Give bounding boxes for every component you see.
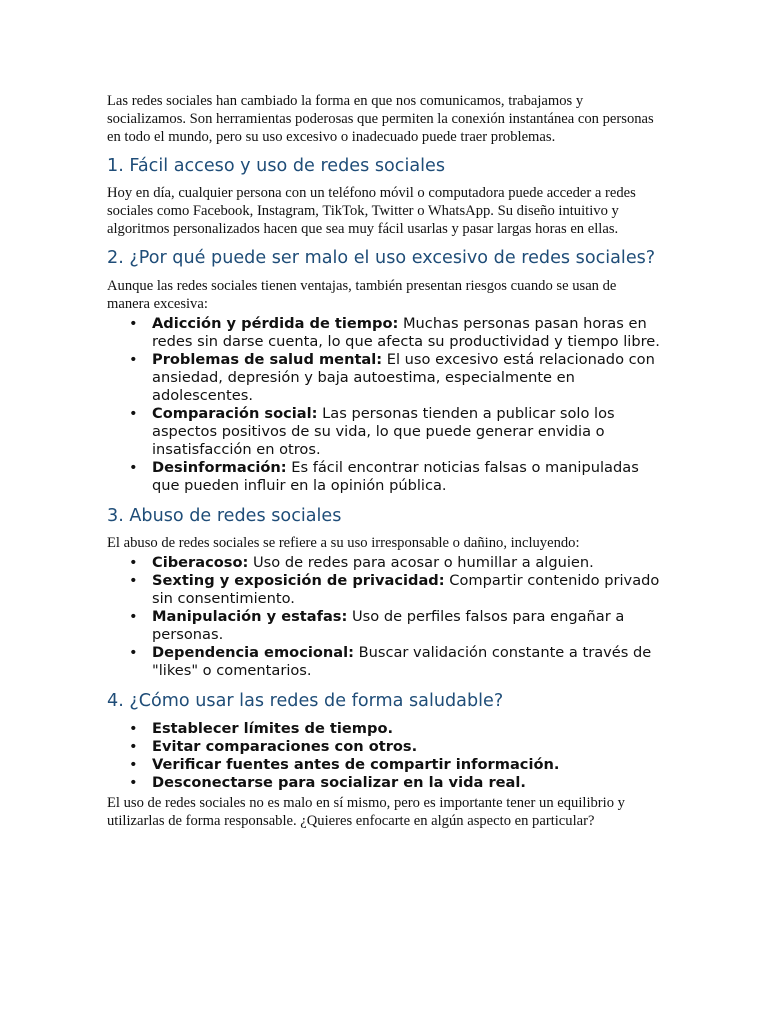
bullet-icon: • bbox=[129, 644, 138, 661]
list-item-term: Evitar comparaciones con otros. bbox=[152, 738, 418, 755]
list-item bbox=[107, 774, 662, 792]
section-3-heading: 3. Abuso de redes sociales bbox=[107, 506, 342, 526]
bullet-icon: • bbox=[129, 572, 138, 589]
list-item bbox=[107, 738, 662, 756]
list-item-desc: Es fácil encontrar noticias falsas o manipuladas que pueden influir en la opinión pública. bbox=[152, 459, 639, 494]
list-item-desc: Las personas tienden a publicar solo los aspectos positivos de su vida, lo que puede generar envidia o insatisfacción en otros. bbox=[152, 405, 615, 458]
section-1-paragraph: Hoy en día, cualquier persona con un teléfono móvil o computadora puede acceder a redes sociales como Facebook, Instagram, TikTok, Twitter o WhatsApp. Su diseño intuitivo y algoritmos personalizados hacen que sea muy fácil usarlas y pasar largas horas en ellas. bbox=[107, 185, 636, 237]
bullet-icon: • bbox=[129, 756, 138, 773]
list-item bbox=[107, 756, 662, 774]
list-item-term: Manipulación y estafas: bbox=[152, 608, 348, 625]
list-item-desc: Muchas personas pasan horas en redes sin darse cuenta, lo que afecta su productividad y tiempo libre. bbox=[152, 315, 660, 350]
list-item-term: Verificar fuentes antes de compartir información. bbox=[152, 756, 560, 773]
list-item-desc: Uso de perfiles falsos para engañar a personas. bbox=[152, 608, 625, 643]
list-item-term: Dependencia emocional: bbox=[152, 644, 354, 661]
section-2-heading: 2. ¿Por qué puede ser malo el uso excesivo de redes sociales? bbox=[107, 248, 656, 268]
list-item bbox=[107, 644, 662, 680]
list-item-term: Establecer límites de tiempo. bbox=[152, 720, 394, 737]
section-4-list bbox=[107, 720, 662, 792]
bullet-icon: • bbox=[129, 554, 138, 571]
list-item-term: Desinformación: bbox=[152, 459, 287, 476]
bullet-icon: • bbox=[129, 738, 138, 755]
list-item-term: Problemas de salud mental: bbox=[152, 351, 383, 368]
list-item bbox=[107, 572, 662, 608]
bullet-icon: • bbox=[129, 459, 138, 476]
intro-paragraph: Las redes sociales han cambiado la forma en que nos comunicamos, trabajamos y socializamos. Son herramientas poderosas que permiten la conexión instantánea con personas en todo el mundo, pero su uso excesivo o inadecuado puede traer problemas. bbox=[107, 93, 654, 145]
list-item-desc: Buscar validación constante a través de "likes" o comentarios. bbox=[152, 644, 652, 679]
list-item-term: Desconectarse para socializar en la vida real. bbox=[152, 774, 526, 791]
section-1-heading: 1. Fácil acceso y uso de redes sociales bbox=[107, 156, 446, 176]
list-item bbox=[107, 459, 662, 495]
section-3-paragraph: El abuso de redes sociales se refiere a su uso irresponsable o dañino, incluyendo: bbox=[107, 535, 580, 551]
document-page bbox=[107, 92, 662, 830]
bullet-icon: • bbox=[129, 405, 138, 422]
section-3-list bbox=[107, 554, 662, 680]
closing-paragraph: El uso de redes sociales no es malo en sí mismo, pero es importante tener un equilibrio y utilizarlas de forma responsable. ¿Quieres enfocarte en algún aspecto en particular? bbox=[107, 795, 625, 829]
bullet-icon: • bbox=[129, 351, 138, 368]
list-item-desc: Compartir contenido privado sin consentimiento. bbox=[152, 572, 660, 607]
section-4-heading: 4. ¿Cómo usar las redes de forma saludable? bbox=[107, 691, 504, 711]
list-item bbox=[107, 720, 662, 738]
bullet-icon: • bbox=[129, 315, 138, 332]
list-item bbox=[107, 608, 662, 644]
list-item-term: Sexting y exposición de privacidad: bbox=[152, 572, 445, 589]
bullet-icon: • bbox=[129, 608, 138, 625]
list-item-term: Comparación social: bbox=[152, 405, 318, 422]
list-item bbox=[107, 351, 662, 405]
section-2-paragraph: Aunque las redes sociales tienen ventajas, también presentan riesgos cuando se usan de manera excesiva: bbox=[107, 278, 617, 312]
list-item bbox=[107, 405, 662, 459]
list-item-term: Ciberacoso: bbox=[152, 554, 249, 571]
list-item bbox=[107, 315, 662, 351]
list-item-term: Adicción y pérdida de tiempo: bbox=[152, 315, 399, 332]
list-item bbox=[107, 554, 662, 572]
bullet-icon: • bbox=[129, 774, 138, 791]
list-item-desc: El uso excesivo está relacionado con ansiedad, depresión y baja autoestima, especialmente en adolescentes. bbox=[152, 351, 655, 404]
section-2-list bbox=[107, 315, 662, 495]
bullet-icon: • bbox=[129, 720, 138, 737]
list-item-desc: Uso de redes para acosar o humillar a alguien. bbox=[248, 554, 594, 571]
